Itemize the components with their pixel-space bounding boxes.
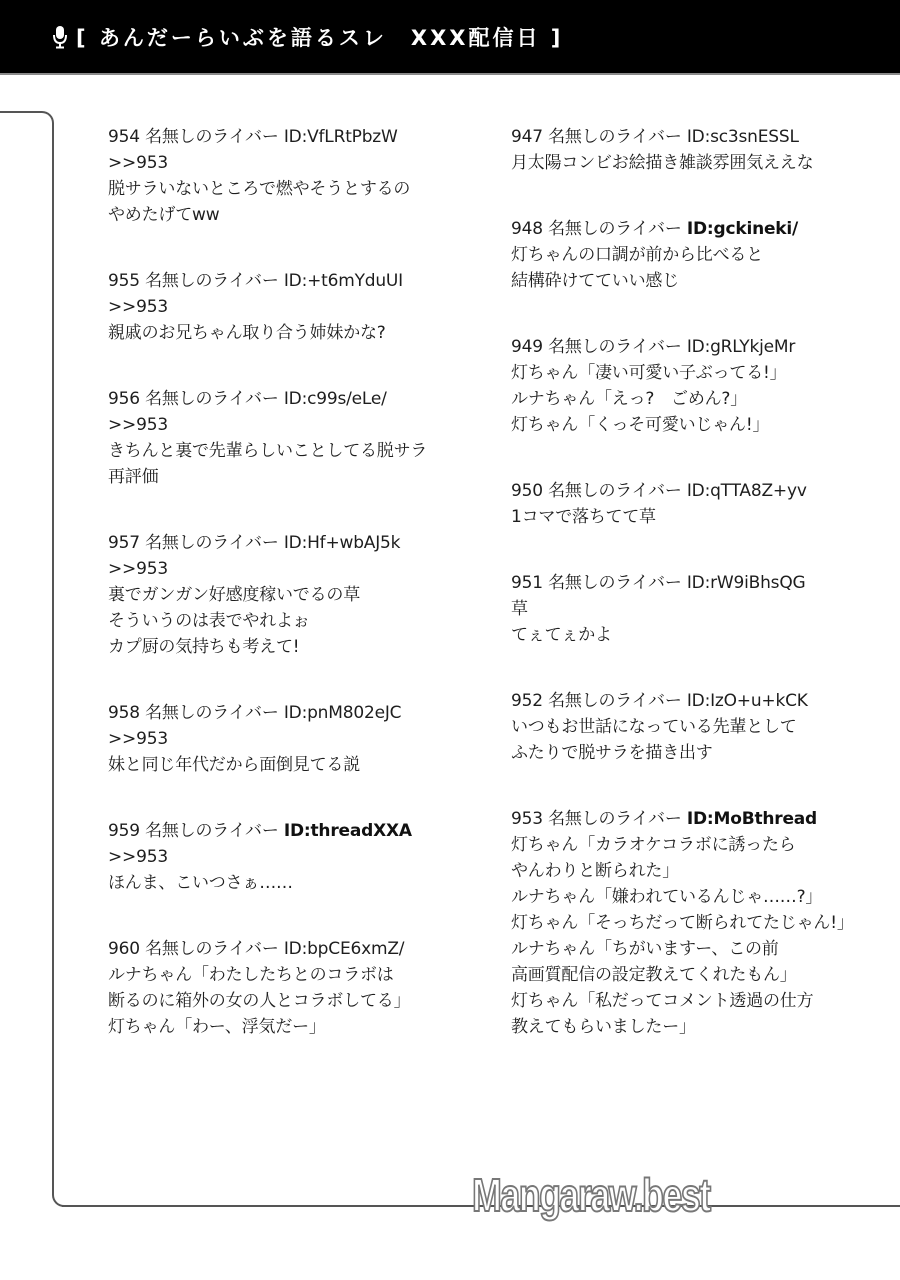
post-number: 949 bbox=[511, 337, 543, 357]
reply-anchor[interactable]: >>953 bbox=[108, 415, 168, 435]
microphone-icon bbox=[52, 25, 68, 49]
poster-id-highlighted: ID:gckineki/ bbox=[686, 219, 799, 239]
post-body-line: 灯ちゃん「私だってコメント透過の仕方 bbox=[511, 991, 814, 1011]
poster-id: ID:IzO+u+kCK bbox=[686, 691, 808, 711]
poster-id: ID:gRLYkjeMr bbox=[686, 337, 796, 357]
poster-id: ID:bpCE6xmZ/ bbox=[283, 939, 405, 959]
post-header bbox=[108, 700, 488, 726]
post-body-line: 1コマで落ちてて草 bbox=[511, 507, 656, 527]
post-header bbox=[511, 806, 891, 832]
poster-id-highlighted: ID:MoBthread bbox=[686, 809, 818, 829]
post-number: 960 bbox=[108, 939, 140, 959]
post-header bbox=[511, 124, 891, 150]
watermark-text: Mangaraw.best bbox=[472, 1169, 710, 1221]
post-body-line: いつもお世話になっている先輩として bbox=[511, 717, 797, 737]
post-952 bbox=[511, 688, 891, 766]
post-body-line: ほんま、こいつさぁ…… bbox=[108, 873, 293, 893]
poster-id: ID:Hf+wbAJ5k bbox=[283, 533, 401, 553]
post-body-line: 灯ちゃん「わー、浮気だー」 bbox=[108, 1017, 326, 1037]
post-header bbox=[108, 124, 488, 150]
reply-anchor[interactable]: >>953 bbox=[108, 153, 168, 173]
thread-title: [ あんだーらいぶを語るスレ XXX配信日 ] bbox=[76, 25, 564, 50]
post-955 bbox=[108, 268, 488, 346]
post-header bbox=[511, 334, 891, 360]
post-number: 948 bbox=[511, 219, 543, 239]
post-body-line: 親戚のお兄ちゃん取り合う姉妹かな? bbox=[108, 323, 386, 343]
post-body-line: 裏でガンガン好感度稼いでるの草 bbox=[108, 585, 360, 605]
reply-anchor[interactable]: >>953 bbox=[108, 729, 168, 749]
right-post-column bbox=[511, 124, 891, 1080]
post-953 bbox=[511, 806, 891, 1040]
poster-name: 名無しのライバー bbox=[145, 703, 279, 723]
post-951 bbox=[511, 570, 891, 648]
post-number: 958 bbox=[108, 703, 140, 723]
post-header bbox=[108, 530, 488, 556]
post-body-line: 脱サラいないところで燃やそうとするの bbox=[108, 179, 411, 199]
poster-name: 名無しのライバー bbox=[548, 337, 682, 357]
post-body-line: 結構砕けてていい感じ bbox=[511, 271, 679, 291]
post-body-line: ふたりで脱サラを描き出す bbox=[511, 743, 713, 763]
poster-name: 名無しのライバー bbox=[145, 939, 279, 959]
post-header bbox=[108, 268, 488, 294]
post-header bbox=[108, 936, 488, 962]
poster-name: 名無しのライバー bbox=[145, 271, 279, 291]
post-header bbox=[108, 386, 488, 412]
poster-id: ID:c99s/eLe/ bbox=[283, 389, 387, 409]
post-body-line: 再評価 bbox=[108, 467, 159, 487]
frame-top-line bbox=[0, 111, 42, 113]
thread-header-bar bbox=[0, 0, 900, 75]
poster-id-highlighted: ID:threadXXA bbox=[283, 821, 412, 841]
poster-name: 名無しのライバー bbox=[548, 481, 682, 501]
post-956 bbox=[108, 386, 488, 490]
post-body-line: 灯ちゃんの口調が前から比べると bbox=[511, 245, 763, 265]
post-body-line: 灯ちゃん「そっちだって断られてたじゃん!」 bbox=[511, 913, 854, 933]
post-body-line: 灯ちゃん「くっそ可愛いじゃん!」 bbox=[511, 415, 770, 435]
poster-id: ID:+t6mYduUI bbox=[283, 271, 403, 291]
frame-left-line bbox=[52, 123, 64, 1207]
post-body-line: ルナちゃん「嫌われているんじゃ……?」 bbox=[511, 887, 823, 907]
poster-name: 名無しのライバー bbox=[145, 533, 279, 553]
post-959 bbox=[108, 818, 488, 896]
post-949 bbox=[511, 334, 891, 438]
post-body-line: きちんと裏で先輩らしいことしてる脱サラ bbox=[108, 441, 428, 461]
post-number: 955 bbox=[108, 271, 140, 291]
post-body-line: 教えてもらいましたー」 bbox=[511, 1017, 696, 1037]
post-950 bbox=[511, 478, 891, 530]
poster-id: ID:VfLRtPbzW bbox=[283, 127, 398, 147]
post-954 bbox=[108, 124, 488, 228]
post-948 bbox=[511, 216, 891, 294]
post-body-line: 高画質配信の設定教えてくれたもん」 bbox=[511, 965, 797, 985]
post-947 bbox=[511, 124, 891, 176]
post-header bbox=[511, 570, 891, 596]
reply-anchor[interactable]: >>953 bbox=[108, 297, 168, 317]
post-number: 957 bbox=[108, 533, 140, 553]
post-number: 956 bbox=[108, 389, 140, 409]
post-958 bbox=[108, 700, 488, 778]
poster-name: 名無しのライバー bbox=[145, 389, 279, 409]
post-body-line: やんわりと断られた」 bbox=[511, 861, 679, 881]
post-header bbox=[108, 818, 488, 844]
poster-name: 名無しのライバー bbox=[548, 809, 682, 829]
post-body-line: ルナちゃん「わたしたちとのコラボは bbox=[108, 965, 394, 985]
left-post-column bbox=[108, 124, 488, 1080]
post-number: 954 bbox=[108, 127, 140, 147]
post-number: 947 bbox=[511, 127, 543, 147]
post-number: 952 bbox=[511, 691, 543, 711]
poster-name: 名無しのライバー bbox=[145, 127, 279, 147]
post-body-line: 断るのに箱外の女の人とコラボしてる」 bbox=[108, 991, 411, 1011]
post-body-line: カプ厨の気持ちも考えて! bbox=[108, 637, 300, 657]
post-number: 950 bbox=[511, 481, 543, 501]
post-957 bbox=[108, 530, 488, 660]
post-header bbox=[511, 216, 891, 242]
reply-anchor[interactable]: >>953 bbox=[108, 847, 168, 867]
post-number: 953 bbox=[511, 809, 543, 829]
post-body-line: 草 bbox=[511, 599, 528, 619]
post-number: 951 bbox=[511, 573, 543, 593]
poster-name: 名無しのライバー bbox=[548, 573, 682, 593]
post-body-line: そういうのは表でやれよぉ bbox=[108, 611, 310, 631]
post-body-line: 月太陽コンビお絵描き雑談雰囲気ええな bbox=[511, 153, 814, 173]
post-header bbox=[511, 688, 891, 714]
poster-id: ID:sc3snESSL bbox=[686, 127, 799, 147]
poster-name: 名無しのライバー bbox=[548, 691, 682, 711]
post-body-line: 妹と同じ年代だから面倒見てる説 bbox=[108, 755, 360, 775]
post-body-line: ルナちゃん「えっ? ごめん?」 bbox=[511, 389, 748, 409]
post-960 bbox=[108, 936, 488, 1040]
poster-id: ID:pnM802eJC bbox=[283, 703, 402, 723]
post-body-line: 灯ちゃん「カラオケコラボに誘ったら bbox=[511, 835, 796, 855]
post-body-line: やめたげてww bbox=[108, 205, 220, 225]
reply-anchor[interactable]: >>953 bbox=[108, 559, 168, 579]
poster-name: 名無しのライバー bbox=[145, 821, 279, 841]
post-header bbox=[511, 478, 891, 504]
post-body-line: ルナちゃん「ちがいますー、この前 bbox=[511, 939, 779, 959]
post-body-line: てぇてぇかよ bbox=[511, 625, 612, 645]
poster-id: ID:rW9iBhsQG bbox=[686, 573, 806, 593]
poster-name: 名無しのライバー bbox=[548, 127, 682, 147]
post-body-line: 灯ちゃん「凄い可愛い子ぶってる!」 bbox=[511, 363, 787, 383]
poster-id: ID:qTTA8Z+yv bbox=[686, 481, 807, 501]
post-number: 959 bbox=[108, 821, 140, 841]
poster-name: 名無しのライバー bbox=[548, 219, 682, 239]
